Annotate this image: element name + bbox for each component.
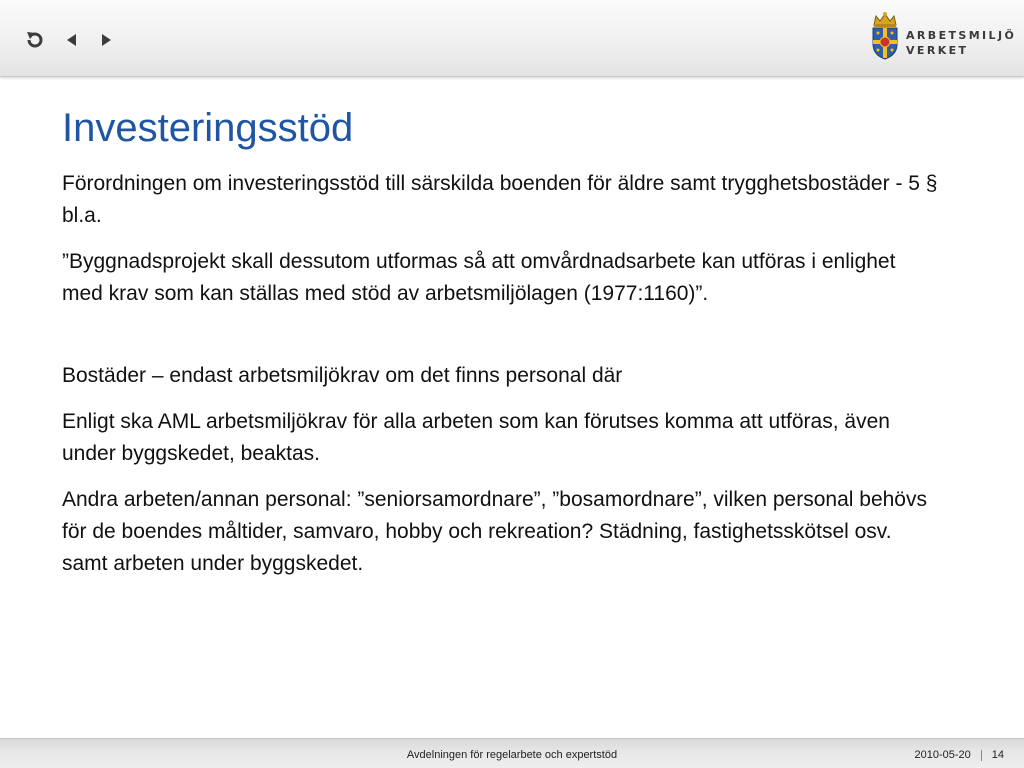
header-bar	[0, 0, 1024, 77]
arbetsmiljoverket-logo	[868, 11, 1017, 63]
next-slide-button[interactable]	[96, 28, 116, 52]
slide-body	[62, 168, 942, 594]
paragraph-aml: Enligt ska AML arbetsmiljökrav för alla arbeten som kan förutses komma att utföras, även under byggskedet, beaktas.	[62, 410, 890, 465]
paragraph-other-work: Andra arbeten/annan personal: ”seniorsamordnare”, ”bosamordnare”, vilken personal behövs för de boendes måltider, samvaro, hobby och rekreation? Städning, fastighetsskötsel osv. samt arbeten under byggskedet.	[62, 488, 927, 575]
footer-bar	[0, 738, 1024, 768]
coat-of-arms-icon	[868, 11, 902, 61]
previous-slide-button[interactable]	[62, 28, 82, 52]
logo-text-line1: ARBETSMILJÖ	[906, 29, 1017, 42]
footer-department: Avdelningen för regelarbete och expertstöd	[406, 749, 618, 761]
logo-text-line2: VERKET	[906, 44, 969, 57]
previous-arrow-icon	[66, 33, 78, 47]
paragraph-quote: ”Byggnadsprojekt skall dessutom utformas så att omvårdnadsarbete kan utföras i enlighet med krav som kan ställas med stöd av arbetsmiljölagen (1977:1160)”.	[62, 250, 896, 305]
reload-icon	[24, 29, 46, 51]
footer-date: 2010-05-20	[914, 749, 971, 761]
paragraph-regulation: Förordningen om investeringsstöd till särskilda boenden för äldre samt trygghetsbostäder - 5 § bl.a.	[62, 172, 938, 227]
next-arrow-icon	[100, 33, 112, 47]
reload-button[interactable]	[22, 28, 48, 52]
footer-divider	[981, 750, 982, 761]
paragraph-housing: Bostäder – endast arbetsmiljökrav om det finns personal där	[62, 364, 623, 387]
slide-title: Investeringsstöd	[62, 106, 354, 150]
footer-page-number: 14	[991, 749, 1004, 761]
footer-meta	[914, 749, 1004, 761]
